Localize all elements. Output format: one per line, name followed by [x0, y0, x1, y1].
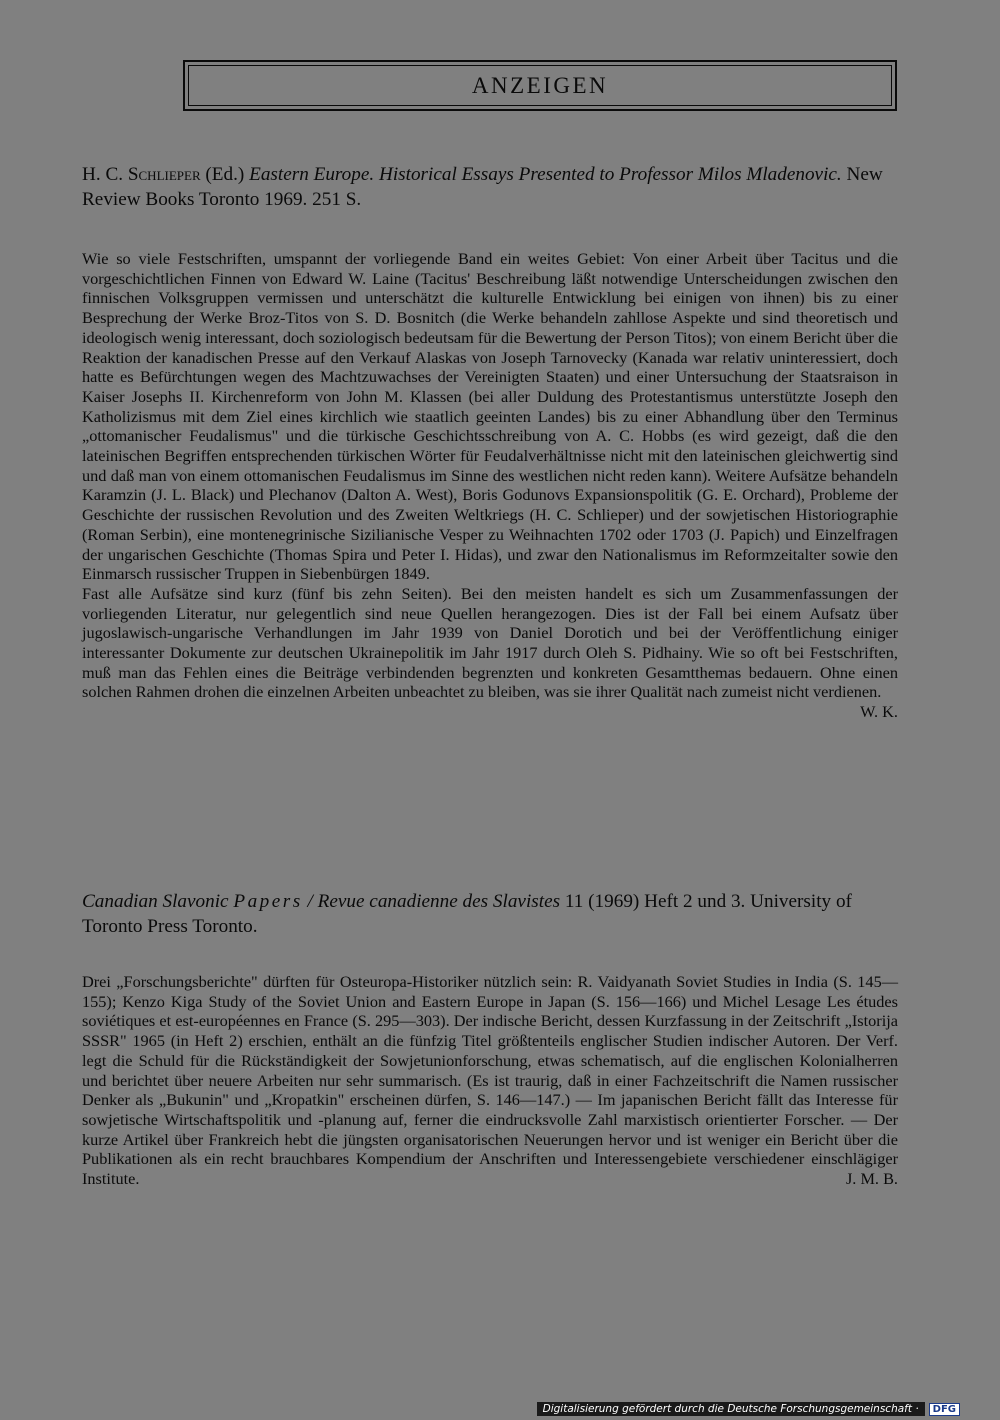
citation-title-spaced: Papers: [233, 891, 303, 912]
review-canadian-slavonic-papers: [82, 889, 898, 1189]
citation-editor-note: (Ed.): [200, 164, 250, 185]
citation-title-part1: Canadian Slavonic: [82, 891, 234, 912]
citation-author: H. C. Schlieper: [82, 164, 201, 185]
citation-title: Eastern Europe. Historical Essays Presented to Professor Milos Mladenovic.: [249, 164, 842, 185]
review-paragraph: [82, 583, 898, 722]
citation-details: 11 (1969) Heft 2 und 3. University of Toronto Press Toronto.: [82, 891, 852, 937]
review-schlieper: [82, 162, 898, 722]
review-paragraph: Wie so viele Festschriften, umspannt der vorliegende Band ein weites Gebiet: Von einer Arbeit über Tacitus und die vorgeschichtlichen Finnen von Edward W. Laine (Tacitus' Beschreibung läßt notwendige Unterscheidungen zwischen den finnischen Volksgruppen vermissen und unterschätzt die kulturelle Entwicklung bei einigen von ihnen) bis zu einer Besprechung der Werke Broz-Titos von S. D. Bosnitch (die Werke behandeln zahllose Aspekte und sind theoretisch und ideologisch wenig interessant, doch soziologisch bedeutsam für die Bewertung der Person Titos); von einem Bericht über die Reaktion der kanadischen Presse auf den Verkauf Alaskas von Joseph Tarnovecky (Kanada war relativ uninteressiert, doch hatte es Befürchtungen wegen des Machtzuwachses der Vereinigten Staaten) und einer Untersuchung der Staatsraison in Kaiser Josephs II. Kirchenreform von John M. Klassen (bei aller Duldung des Protestantismus unterstützte Joseph den Katholizismus mit dem Ziel eines kirchlich wie staatlich geeinten Landes) bis zu einer Abhandlung über den Terminus „ottomanischer Feudalismus" und die türkische Geschichtsschreibung von A. C. Hobbs (es wird gezeigt, daß die den lateinischen Begriffen entsprechenden türkischen Wörter für Feudalverhältnisse nicht mit den lateinischen gleichwertig sind und daß man von einem ottomanischen Feudalismus im Sinne des westlichen nicht reden kann). Weitere Aufsätze behandeln Karamzin (J. L. Black) und Plechanov (Dalton A. West), Boris Godunovs Expansionspolitik (G. E. Orchard), Probleme der Geschichte der russischen Revolution und des Zweiten Weltkriegs (H. C. Schlieper) und der sowjetischen Historiographie (Roman Serbin), eine montenegrinische Sizilianische Vesper zu Weihnachten 1702 oder 1703 (J. Papich) und Einzelfragen der ungarischen Geschichte (Thomas Spira und Peter I. Hidas), und zwar den Nationalismus im Reformzeitalter sowie den Einmarsch russischer Truppen in Siebenbürgen 1849.: [82, 249, 898, 584]
review-body: [82, 972, 898, 1189]
review-body: [82, 249, 898, 722]
review-signature: W. K.: [860, 702, 898, 722]
dfg-logo: DFG: [929, 1403, 960, 1416]
citation-title-part2: / Revue canadienne des Slavistes: [302, 891, 561, 912]
section-header-box: [183, 60, 897, 111]
digitization-footer: [537, 1402, 960, 1416]
citation-publisher: New Review Books Toronto 1969. 251 S.: [82, 164, 883, 210]
section-title: ANZEIGEN: [471, 72, 609, 98]
review-paragraph-text: Fast alle Aufsätze sind kurz (fünf bis zehn Seiten). Bei den meisten handelt es sich um Zusammenfassungen der vorliegenden Literatur, nur gelegentlich sind neue Quellen herangezogen. Dies ist der Fall bei einem Aufsatz über jugoslawisch-ungarische Verhandlungen im Jahr 1939 von Daniel Dorotich und bei der Veröffentlichung einiger interessanter Dokumente zur deutschen Ukrainepolitik im Jahr 1917 durch Oleh S. Pidhainy. Wie so oft bei Festschriften, muß man das Fehlen eines die Beiträge verbindenden begrenzten und konkreten Gesamtthemas bedauern. Ohne einen solchen Rahmen drohen die einzelnen Arbeiten unbeachtet zu bleiben, was sie ihrer Qualität nach zumeist nicht verdienen.: [82, 583, 898, 702]
review-signature: J. M. B.: [845, 1169, 898, 1189]
review-paragraph: [82, 972, 898, 1189]
review-citation: [82, 889, 898, 939]
review-citation: [82, 162, 898, 212]
review-paragraph-text: Drei „Forschungsberichte" dürften für Osteuropa-Historiker nützlich sein: R. Vaidyanath Soviet Studies in India (S. 145—155); Kenzo Kiga Study of the Soviet Union and Eastern Europe in Japan (S. 156—166) und Michel Lesage Les études soviétiques et est-européennes en France (S. 295—303). Der indische Bericht, dessen Kurzfassung in der Zeitschrift „Istorija SSSR" 1965 (in Heft 2) erschien, enthält an die fünfzig Titel größtenteils englischer Studien indischer Autoren. Der Verf. legt die Schuld für die Rückständigkeit der Sowjetunionforschung, etwas schematisch, auf die englischen Kolonialherren und berichtet über neuere Arbeiten nur sehr summarisch. (Es ist traurig, daß in einer Fachzeitschrift die Namen russischer Denker als „Bukunin" und „Kropatkin" erscheinen dürfen, S. 146—147.) — Im japanischen Bericht fällt das Interesse für sowjetische Wirtschaftspolitik und -planung auf, ferner die eindrucksvolle Zahl marxistisch orientierter Forscher. — Der kurze Artikel über Frankreich hebt die jüngsten organisatorischen Neuerungen hervor und ist weniger ein Bericht über die Publikationen als ein recht brauchbares Kompendium der Anschriften und Interessengebiete verschiedener einschlägiger Institute.: [82, 972, 898, 1189]
footer-credit-text: Digitalisierung gefördert durch die Deutsche Forschungsgemeinschaft ·: [537, 1402, 925, 1416]
